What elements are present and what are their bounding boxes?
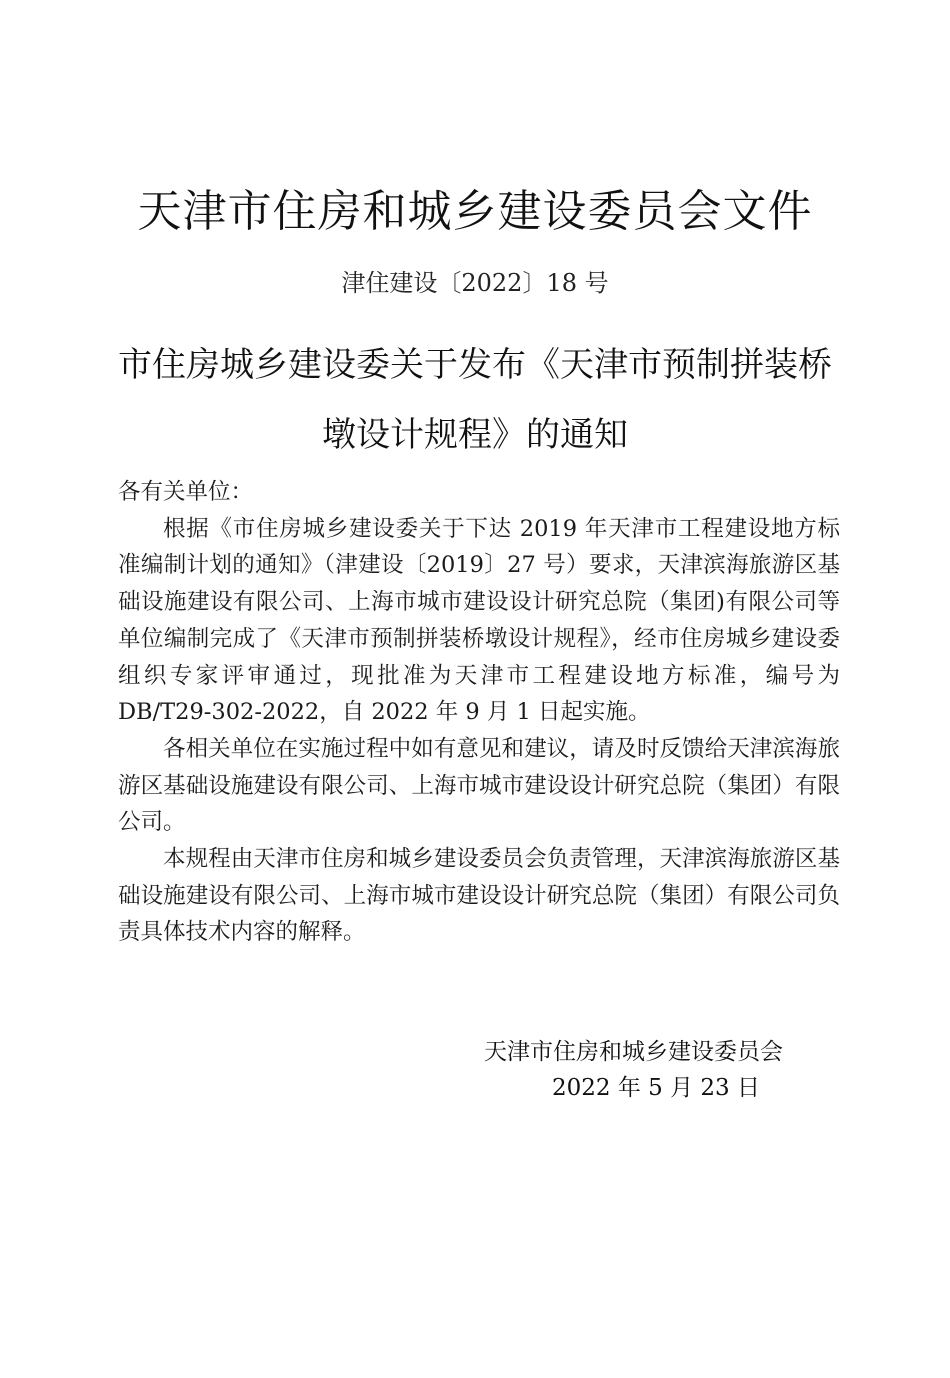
notice-title-line-1: 市住房城乡建设委关于发布《天津市预制拼装桥	[118, 345, 832, 385]
notice-title-line-2: 墩设计规程》的通知	[322, 415, 628, 455]
signature-date: 2022 年 5 月 23 日	[552, 1075, 760, 1101]
body-paragraph: 各相关单位在实施过程中如有意见和建议，请及时反馈给天津滨海旅游区基础设施建设有限公司、上海市城市建设设计研究总院（集团）有限公司。	[118, 735, 840, 836]
body-paragraph: 本规程由天津市住房和城乡建设委员会负责管理，天津滨海旅游区基础设施建设有限公司、上海市城市建设设计研究总院（集团）有限公司负责具体技术内容的解释。	[118, 846, 840, 946]
issuer-header: 天津市住房和城乡建设委员会文件	[137, 186, 813, 237]
body-paragraph: 根据《市住房城乡建设委关于下达 2019 年天津市工程建设地方标准编制计划的通知》（津建设〔2019〕27 号）要求，天津滨海旅游区基础设施建设有限公司、上海市城市建设设计研究总院（集团)有限公司等单位编制完成了《天津市预制拼装桥墩设计规程》，经市住房城乡建设委组织专家评审通过，现批准为天津市工程建设地方标准，编号为 DB/T29-302-2022，自 2022 年 9 月 1 日起实施。	[118, 515, 840, 726]
document-number: 津住建设〔2022〕18 号	[341, 269, 609, 297]
salutation: 各有关单位：	[118, 479, 254, 505]
notice-body	[118, 474, 840, 951]
signature-organization: 天津市住房和城乡建设委员会	[484, 1039, 783, 1065]
notice-title	[80, 330, 870, 470]
